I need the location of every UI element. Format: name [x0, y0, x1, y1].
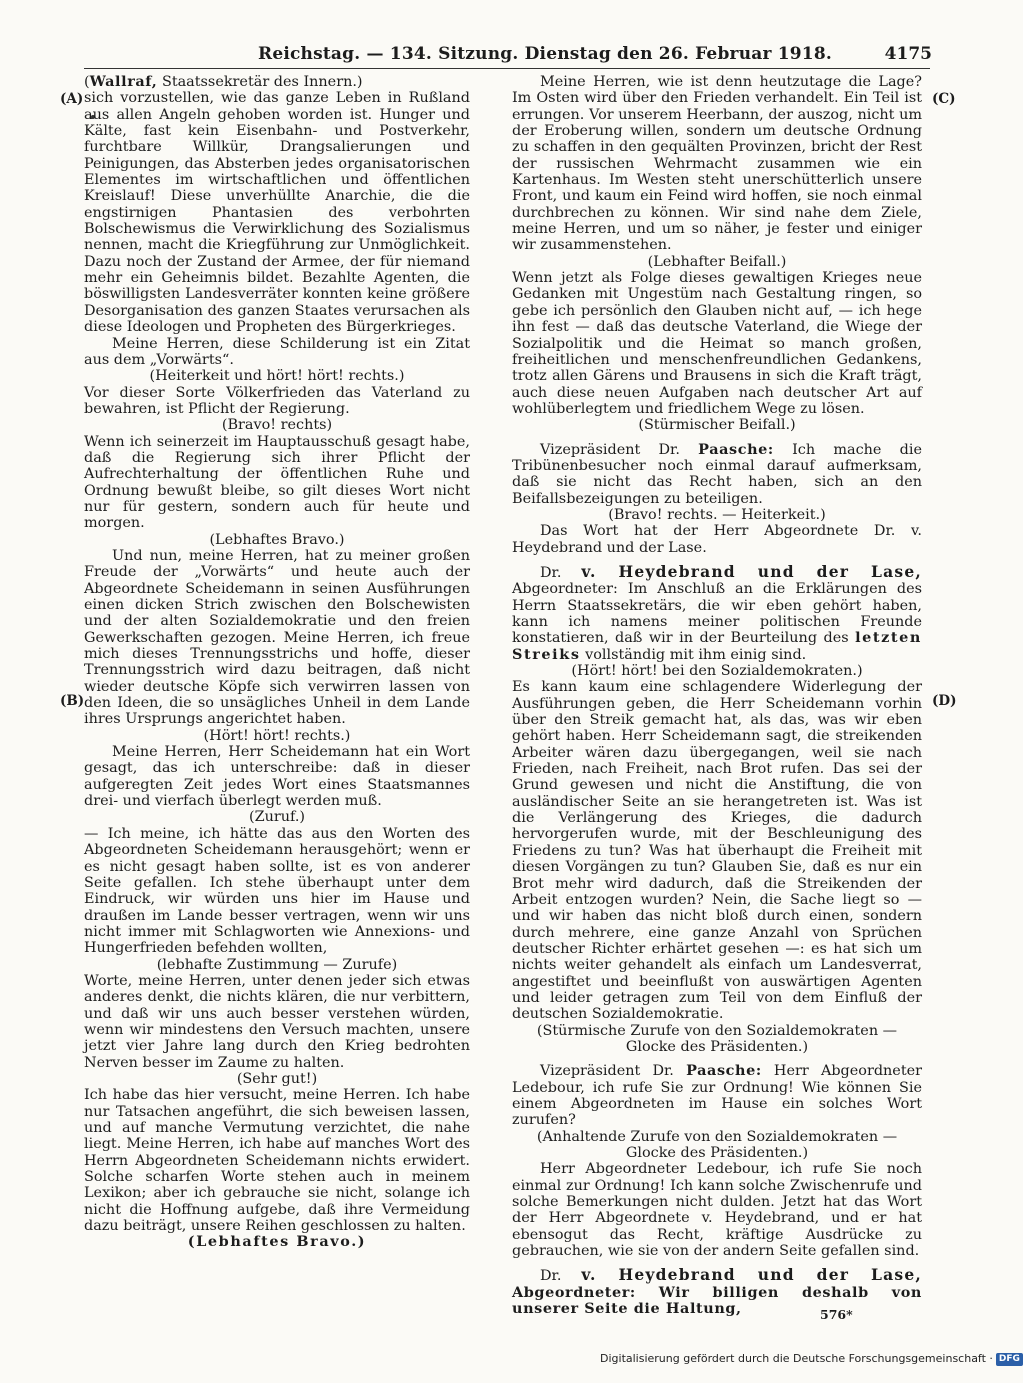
interjection: (Anhaltende Zurufe von den Sozialdemokraten — Glocke des Präsidenten.)	[536, 1128, 898, 1161]
speech-start: Dr. v. Heydebrand und der Lase, Abgeordneter: Im Anschluß an die Erklärungen des Herrn Staatssekretärs, die wir eben gehört haben, kann ich namens meiner politischen Freunde konstatieren, daß wir in der Beurteilung des letzten Streiks vollständig mit ihm einig sind.	[512, 561, 922, 663]
margin-mark-b: (B)	[60, 693, 85, 709]
speech-start: Dr. v. Heydebrand und der Lase, Abgeordneter: Wir billigen deshalb von unserer Seite die Haltung,	[512, 1265, 922, 1318]
speaker-name: Paasche:	[686, 1062, 762, 1080]
interjection: (Bravo! rechts. — Heiterkeit.)	[608, 506, 826, 523]
paragraph: Meine Herren, Herr Scheidemann hat ein Wort gesagt, das ich unterschreibe: daß in dieser aufgeregten Zeit jedes Wort eines Staatsmannes drei- und vierfach überlegt werden muß.	[84, 744, 470, 810]
interjection: (Sehr gut!)	[236, 1070, 318, 1087]
header-title: Reichstag. — 134. Sitzung. Dienstag den 26. Februar 1918.	[258, 44, 832, 64]
header-rule	[84, 68, 930, 69]
interjection: (Lebhafter Beifall.)	[647, 253, 787, 270]
margin-mark-d: (D)	[932, 693, 957, 709]
paragraph: Worte, meine Herren, unter denen jeder sich etwas anderes denkt, die nichts klären, die nur verbittern, und daß wir uns auch besser verstehen würden, wenn wir mindestens den Versuch machten, unsere jetzt vier Jahre lang durch den Krieg bedrohten Nerven besser im Zaume zu halten.	[84, 972, 470, 1071]
page-number: 4175	[884, 44, 932, 64]
paragraph: Das Wort hat der Herr Abgeordnete Dr. v. Heydebrand und der Lase.	[512, 523, 922, 556]
paragraph: sich vorzustellen, wie das ganze Leben in Rußland aus allen Angeln gehoben worden ist. Hunger und Kälte, fast kein Eisenbahn- und Postverkehr, furchtbare Willkür, Drangsalierungen und Peinigungen, das Absterben jedes organisatorischen Elementes im wirtschaftlichen und öffentlichen Kreislauf! Diese unverhüllte Anarchie, die die engstirnigen Phantasien des verbohrten Bolschewismus die Verwirklichung des Sozialismus nennen, macht die Kriegführung zur Unmöglichkeit. Dazu noch der Zustand der Armee, der für niemand mehr ein Geheimnis bildet. Bezahlte Agenten, die böswilligsten Landesverräter konnten keine größere Desorganisation des ganzen Staates verursachen als diese Ideologen und Propheten des Bürgerkrieges.	[84, 90, 470, 336]
interjection: (Heiterkeit und hört! hört! rechts.)	[149, 368, 405, 385]
paragraph: Wenn jetzt als Folge dieses gewaltigen Krieges neue Gedanken mit Ungestüm nach Gestaltung ringen, so gebe ich persönlich den Glauben nicht auf, — ich hege ihn fest — daß das deutsche Vaterland, die Wiege der Sozialpolitik und die Heimat so manch großen, freiheitlichen und menschenfreundlichen Gedankens, trotz allen Gärens und Brausens in sich die Kraft trägt, auch diese neuen Aufgaben nach deutscher Art auf wohlüberlegtem und friedlichem Wege zu lösen.	[512, 270, 922, 417]
interjection: (Hört! hört! rechts.)	[203, 727, 351, 744]
interjection: (Hört! hört! bei den Sozialdemokraten.)	[571, 663, 863, 680]
left-column	[84, 74, 470, 1251]
footer	[600, 1352, 1020, 1366]
paragraph: Ich habe das hier versucht, meine Herren. Ich habe nur Tatsachen angeführt, die sich beweisen lassen, und auf manche Vermutung verzichtet, die nahe liegt. Meine Herren, ich habe auf manches Wort des Herrn Abgeordneten Scheidemann nichts erwidert. Solche scharfen Worte stehen auch in meinem Lexikon; aber ich gebrauche sie nicht, solange ich nicht die Hoffnung aufgebe, daß ihre Vermeidung dazu beiträgt, unsere Reihen geschlossen zu halten.	[84, 1087, 470, 1235]
paragraph: Herr Abgeordneter Ledebour, ich rufe Sie noch einmal zur Ordnung! Ich kann solche Zwischenrufe und solche Bemerkungen nicht dulden. Jetzt hat das Wort der Herr Abgeordnete v. Heydebrand, und er hat ebensogut das Recht, kräftige Ausdrücke zu gebrauchen, wie sie von der andern Seite gefallen sind.	[512, 1161, 922, 1260]
footer-text: Digitalisierung gefördert durch die Deutsche Forschungsgemeinschaft ·	[600, 1352, 993, 1365]
interjection: (Zuruf.)	[248, 809, 306, 826]
margin-mark-c: (C)	[932, 91, 956, 107]
interjection: (Lebhaftes Bravo.)	[209, 531, 345, 548]
president-statement: Vizepräsident Dr. Paasche: Herr Abgeordneter Ledebour, ich rufe Sie zur Ordnung! Wie können Sie einem Abgeordneten im Hause ein solches Wort zurufen?	[512, 1062, 922, 1129]
paragraph: — Ich meine, ich hätte das aus den Worten des Abgeordneten Scheidemann herausgehört; wenn er es nicht gesagt haben sollte, ist es von anderer Seite gefallen. Ich stehe überhaupt unter dem Eindruck, wir würden uns hier im Hause und draußen im Lande besser vertragen, wenn wir uns nicht immer mit Schlagworten wie Annexions- und Hungerfrieden befehden wollten,	[84, 825, 470, 957]
interjection: (Stürmische Zurufe von den Sozialdemokraten — Glocke des Präsidenten.)	[536, 1022, 898, 1055]
interjection: (lebhafte Zustimmung — Zurufe)	[156, 956, 398, 973]
emphasis: letzten Streiks	[512, 629, 922, 663]
paragraph: Wenn ich seinerzeit im Hauptausschuß gesagt habe, daß die Regierung sich ihrer Pflicht der Aufrechterhaltung der öffentlichen Ruhe und Ordnung bewußt bleibe, so gilt dieses Wort nicht nur für gestern, sondern auch für heute und morgen.	[84, 433, 470, 532]
dfg-logo-icon: DFG	[996, 1353, 1023, 1366]
interjection: (Bravo! rechts)	[221, 417, 333, 434]
page-header	[0, 44, 1000, 70]
margin-mark-a: (A)	[60, 91, 84, 107]
signature-mark: 576*	[820, 1307, 853, 1322]
paragraph: Und nun, meine Herren, hat zu meiner großen Freude der „Vorwärts“ und heute auch der Abgeordnete Scheidemann in seinen Ausführungen einen dicken Strich zwischen den Bolschewisten und der alten Sozialdemokratie und den freien Gewerkschaften gezogen. Meine Herren, ich freue mich dieses Trennungsstrichs und hoffe, dieser Trennungsstrich wird dazu beitragen, daß nicht wieder deutsche Köpfe sich verwirren lassen von den Ideen, die so unsägliches Unheil in dem Lande ihres Ursprungs angerichtet haben.	[84, 547, 470, 728]
speaker-name: Paasche:	[698, 440, 774, 458]
speaker-name: Wallraf,	[89, 73, 158, 90]
interjection: (Lebhaftes Bravo.)	[187, 1233, 367, 1251]
speaker-name: v. Heydebrand und der Lase,	[581, 1265, 922, 1285]
speaker-note: (Wallraf, Staatssekretär des Innern.)	[84, 73, 363, 90]
paragraph: Meine Herren, diese Schilderung ist ein Zitat aus dem „Vorwärts“.	[84, 335, 470, 368]
president-statement: Vizepräsident Dr. Paasche: Ich mache die Tribünenbesucher noch einmal darauf aufmerksam, daß sie nicht das Recht haben, sich an den Beifallsbezeigungen zu beteiligen.	[512, 440, 922, 507]
paragraph: Meine Herren, wie ist denn heutzutage die Lage? Im Osten wird über den Frieden verhandelt. Ein Teil ist errungen. Vor unserem Heerbann, der auszog, nicht um der Eroberung willen, sondern um deutsche Ordnung zu schaffen in den gequälten Provinzen, bricht der Rest der russischen Wehrmacht zusammen wie ein Kartenhaus. Im Westen steht unerschütterlich unsere Front, und kaum ein Feind wird hoffen, sie noch einmal durchbrechen zu können. Wir sind nahe dem Ziele, meine Herren, und um so näher, je fester und einiger wir zusammenstehen.	[512, 74, 922, 254]
interjection: (Stürmischer Beifall.)	[638, 417, 796, 434]
paragraph: Es kann kaum eine schlagendere Widerlegung der Ausführungen geben, die Herr Scheidemann vorhin über den Streik gemacht hat, als das, was wir eben gehört haben. Herr Scheidemann sagt, die streikenden Arbeiter wären dazu übergegangen, weil sie nach Frieden, nach Freiheit, nach Brot rufen. Das sei der Grund gewesen und nicht die Anstiftung, die von ausländischer Seite an sie herangetreten ist. Was ist die Verlängerung des Krieges, die dadurch hervorgerufen wurde, mit der Beschleunigung des Friedens zu tun? Was hat überhaupt die Freiheit mit diesen Vorgängen zu tun? Glauben Sie, daß es nur ein Brot mehr wird dadurch, daß die Streikenden der Arbeit entzogen wurden? Nein, die Sache liegt so — und wir haben das nicht bloß durch einen, sondern durch mehrere, eine ganze Anzahl von Sprüchen deutscher Richter erhärtet gesehen —: es hat sich um nichts weiter gehandelt als einfach um Landesverrat, angestiftet und beeinflußt von auswärtigen Agenten und leider getragen zum Teil von dem Einfluß der deutschen Sozialdemokratie.	[512, 679, 922, 1023]
paragraph: Vor dieser Sorte Völkerfrieden das Vaterland zu bewahren, ist Pflicht der Regierung.	[84, 384, 470, 417]
right-column	[512, 74, 922, 1317]
speaker-name: v. Heydebrand und der Lase,	[581, 561, 922, 581]
